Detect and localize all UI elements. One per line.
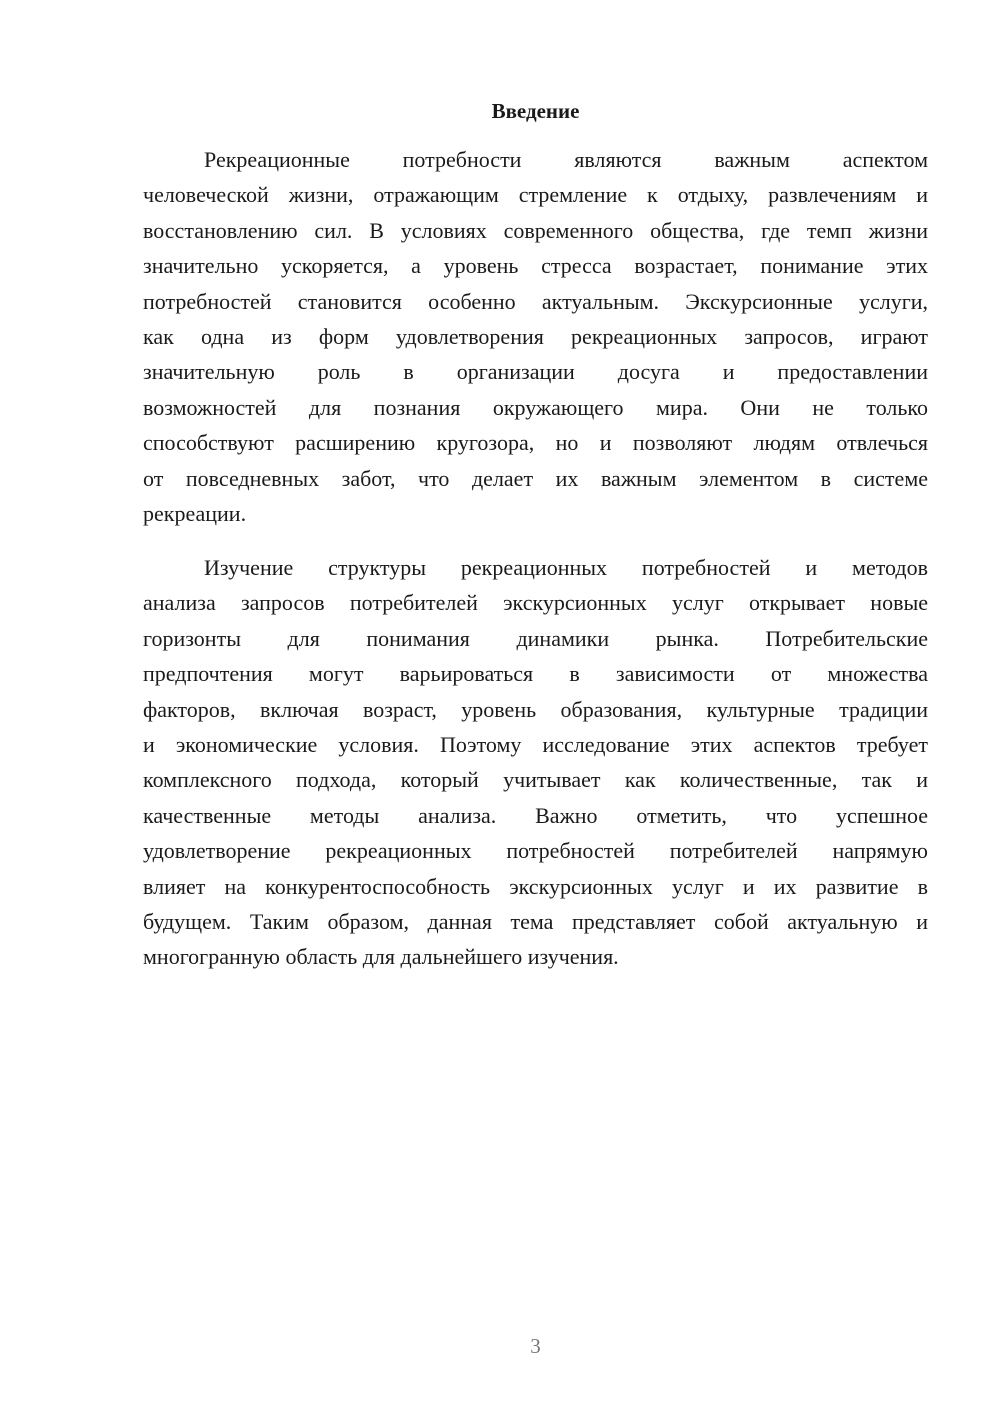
text-line: Рекреационные потребности являются важным аспектом <box>204 147 928 172</box>
page-number: 3 <box>530 1334 541 1358</box>
text-line: предпочтения могут варьироваться в зависимости от множества <box>143 661 928 687</box>
text-line: потребностей становится особенно актуальным. Экскурсионные услуги, <box>143 288 928 314</box>
text-line: Изучение структуры рекреационных потребностей и методов <box>204 555 928 580</box>
text-line: рекреации. <box>143 500 247 526</box>
text-line: многогранную область для дальнейшего изучения. <box>143 944 619 970</box>
text-line: удовлетворение рекреационных потребностей потребителей напрямую <box>143 838 928 864</box>
text-line: от повседневных забот, что делает их важным элементом в системе <box>143 465 928 491</box>
text-line: восстановлению сил. В условиях современного общества, где темп жизни <box>143 217 928 243</box>
text-line: анализа запросов потребителей экскурсионных услуг открывает новые <box>143 590 928 616</box>
text-line: способствуют расширению кругозора, но и позволяют людям отвлечься <box>143 430 928 456</box>
text-line: и экономические условия. Поэтому исследование этих аспектов требует <box>143 731 928 757</box>
text-line: комплексного подхода, который учитывает как количественные, так и <box>143 767 928 793</box>
text-line: качественные методы анализа. Важно отметить, что успешное <box>143 802 928 828</box>
section-heading: Введение <box>491 99 580 123</box>
text-line: влияет на конкурентоспособность экскурсионных услуг и их развитие в <box>143 873 928 899</box>
text-line: значительную роль в организации досуга и предоставлении <box>143 359 928 385</box>
text-line: факторов, включая возраст, уровень образования, культурные традиции <box>143 696 928 722</box>
text-line: как одна из форм удовлетворения рекреационных запросов, играют <box>143 323 928 349</box>
text-line: значительно ускоряется, а уровень стресса возрастает, понимание этих <box>143 253 928 279</box>
paragraph-1 <box>143 142 928 531</box>
text-line: возможностей для познания окружающего мира. Они не только <box>143 394 928 420</box>
text-line: горизонты для понимания динамики рынка. Потребительские <box>143 625 928 651</box>
paragraph-2 <box>143 550 928 975</box>
text-line: человеческой жизни, отражающим стремление к отдыху, развлечениям и <box>143 182 928 208</box>
text-line: будущем. Таким образом, данная тема представляет собой актуальную и <box>143 908 928 934</box>
